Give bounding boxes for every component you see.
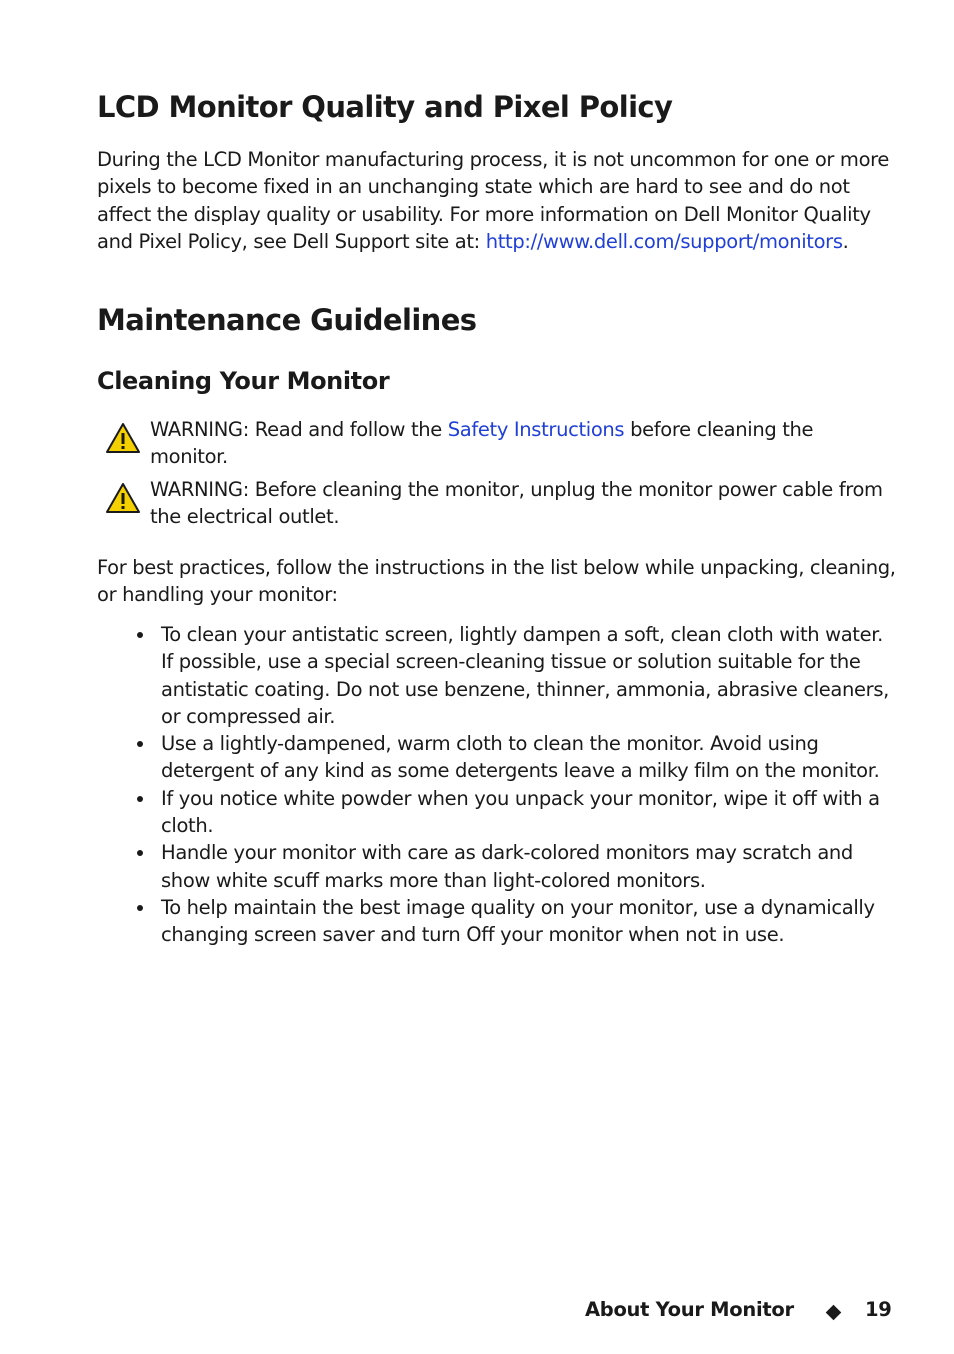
best-practices-intro: For best practices, follow the instructions in the list below while unpacking, cleaning, or handling your monitor: <box>97 556 896 607</box>
dell-support-link[interactable]: http://www.dell.com/support/monitors <box>485 229 843 253</box>
heading-maintenance: Maintenance Guidelines <box>97 303 477 337</box>
warning-safety-text <box>150 416 895 471</box>
bullet-icon <box>137 741 143 747</box>
page-footer <box>585 1298 895 1328</box>
warning-triangle-icon <box>105 422 141 454</box>
warning-text-after: before cleaning the monitor. <box>150 418 814 469</box>
bullet-icon <box>137 905 143 911</box>
list-item-text: To clean your antistatic screen, lightly dampen a soft, clean cloth with water. If possible, use a special screen-cleaning tissue or solution suitable for the antistatic coating. Do not use benzene, thinner, ammonia, abrasive cleaners, or compressed air. <box>161 623 889 728</box>
list-item-text: To help maintain the best image quality on your monitor, use a dynamically changing screen saver and turn Off your monitor when not in use. <box>161 895 875 947</box>
heading-pixel-policy: LCD Monitor Quality and Pixel Policy <box>97 90 673 124</box>
pixel-policy-end: . <box>842 229 849 253</box>
bullet-icon <box>137 632 143 638</box>
pixel-policy-paragraph <box>97 146 897 255</box>
list-item-text: If you notice white powder when you unpack your monitor, wipe it off with a cloth. <box>161 786 880 838</box>
list-item-text: Use a lightly-dampened, warm cloth to clean the monitor. Avoid using detergent of any kind as some detergents leave a milky film on the monitor. <box>161 732 880 783</box>
list-item <box>97 785 891 840</box>
bullet-icon <box>137 850 143 856</box>
warning-unplug-text <box>150 476 895 531</box>
warning-label: WARNING: <box>150 418 249 441</box>
warning-label: WARNING: <box>150 478 249 501</box>
pixel-policy-text: During the LCD Monitor manufacturing process, it is not uncommon for one or more pixels to become fixed in an unchanging state which are hard to see and do not affect the display quality or usability. For more information on Dell Monitor Quality and Pixel Policy, see Dell Support site at: <box>97 148 890 253</box>
cleaning-bullet-list <box>97 621 897 949</box>
warning-text-before: Read and follow the <box>248 418 448 441</box>
heading-cleaning: Cleaning Your Monitor <box>97 367 390 395</box>
warning-triangle-icon <box>105 482 141 514</box>
safety-instructions-link[interactable]: Safety Instructions <box>447 418 625 441</box>
diamond-icon <box>826 1305 842 1321</box>
warning-text: Before cleaning the monitor, unplug the monitor power cable from the electrical outlet. <box>150 478 883 529</box>
bullet-icon <box>137 796 143 802</box>
list-item-text: Handle your monitor with care as dark-colored monitors may scratch and show white scuff marks more than light-colored monitors. <box>161 841 853 892</box>
list-item <box>97 621 891 730</box>
list-item <box>97 894 891 949</box>
list-item <box>97 730 891 785</box>
page-number: 19 <box>865 1298 892 1321</box>
list-item <box>97 839 891 894</box>
footer-section-title: About Your Monitor <box>585 1298 794 1321</box>
